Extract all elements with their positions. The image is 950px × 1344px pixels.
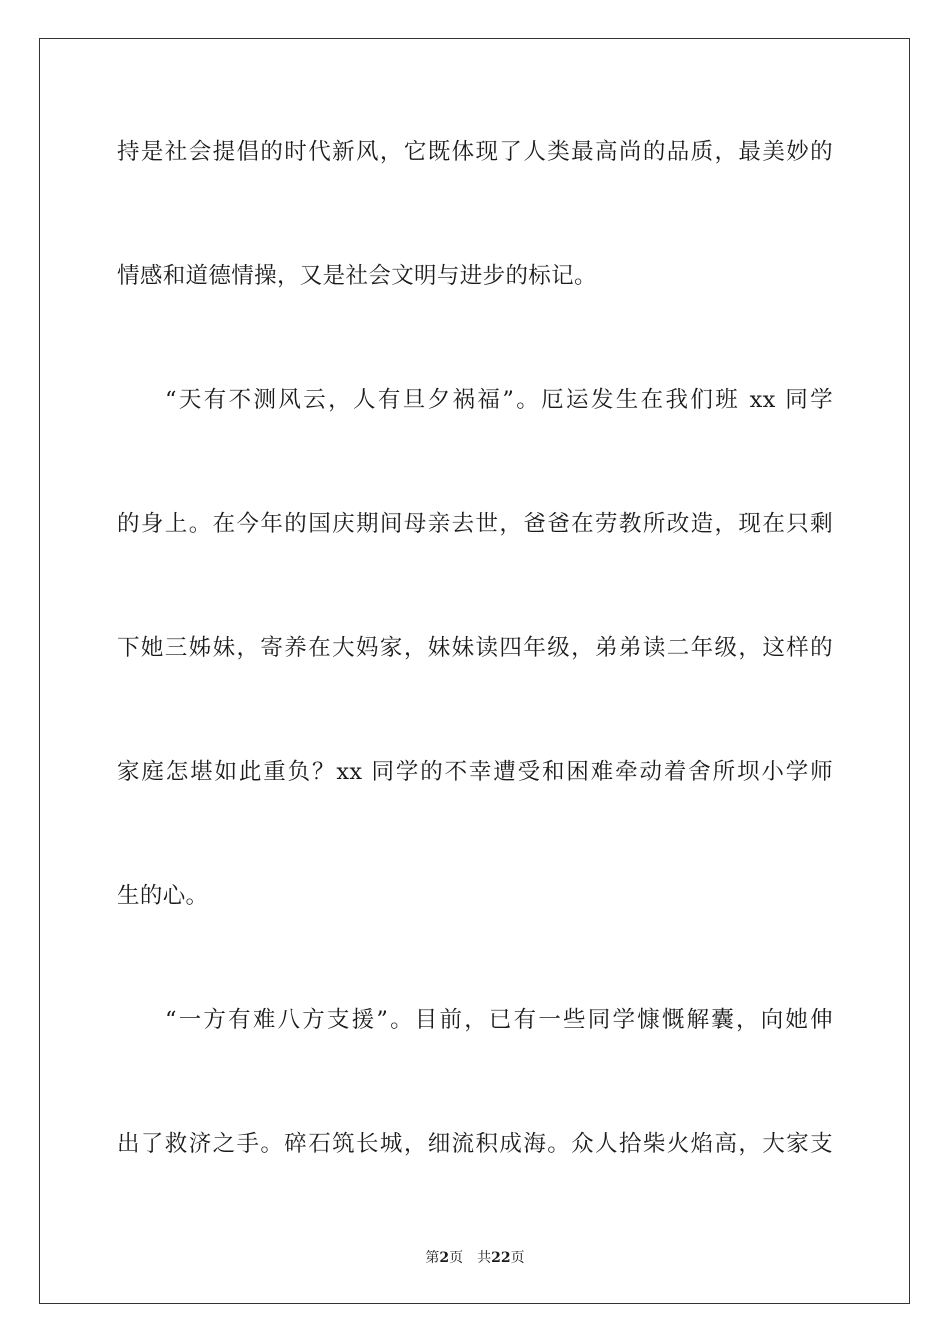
- footer-page-prefix: 第: [425, 1250, 440, 1266]
- body-line-9: 出了救济之手。碎石筑长城，细流积成海。众人拾柴火焰高，大家支: [117, 1131, 833, 1157]
- body-line-2: 情感和道德情操，又是社会文明与进步的标记。: [117, 263, 597, 289]
- footer-total-number: 22: [491, 1250, 511, 1266]
- body-line-8: “一方有难八方支援”。目前，已有一些同学慷慨解囊，向她伸: [165, 1007, 833, 1033]
- page-footer: [0, 1249, 950, 1267]
- body-line-3: “天有不测风云，人有旦夕祸福”。厄运发生在我们班 xx 同学: [165, 387, 833, 413]
- page-border: [39, 38, 910, 1304]
- body-line-6: 家庭怎堪如此重负？xx 同学的不幸遭受和困难牵动着舍所坝小学师: [117, 759, 833, 785]
- body-line-4: 的身上。在今年的国庆期间母亲去世，爸爸在劳教所改造，现在只剩: [117, 511, 833, 537]
- body-line-1: 持是社会提倡的时代新风，它既体现了人类最高尚的品质，最美妙的: [117, 139, 833, 165]
- footer-total-prefix: 共: [477, 1250, 492, 1266]
- footer-page-number: 2: [439, 1250, 450, 1266]
- body-line-5: 下她三姊妹，寄养在大妈家，妹妹读四年级，弟弟读二年级，这样的: [117, 635, 833, 661]
- footer-total-suffix: 页: [510, 1250, 525, 1266]
- footer-page-suffix: 页: [449, 1250, 464, 1266]
- body-line-7: 生的心。: [117, 883, 209, 909]
